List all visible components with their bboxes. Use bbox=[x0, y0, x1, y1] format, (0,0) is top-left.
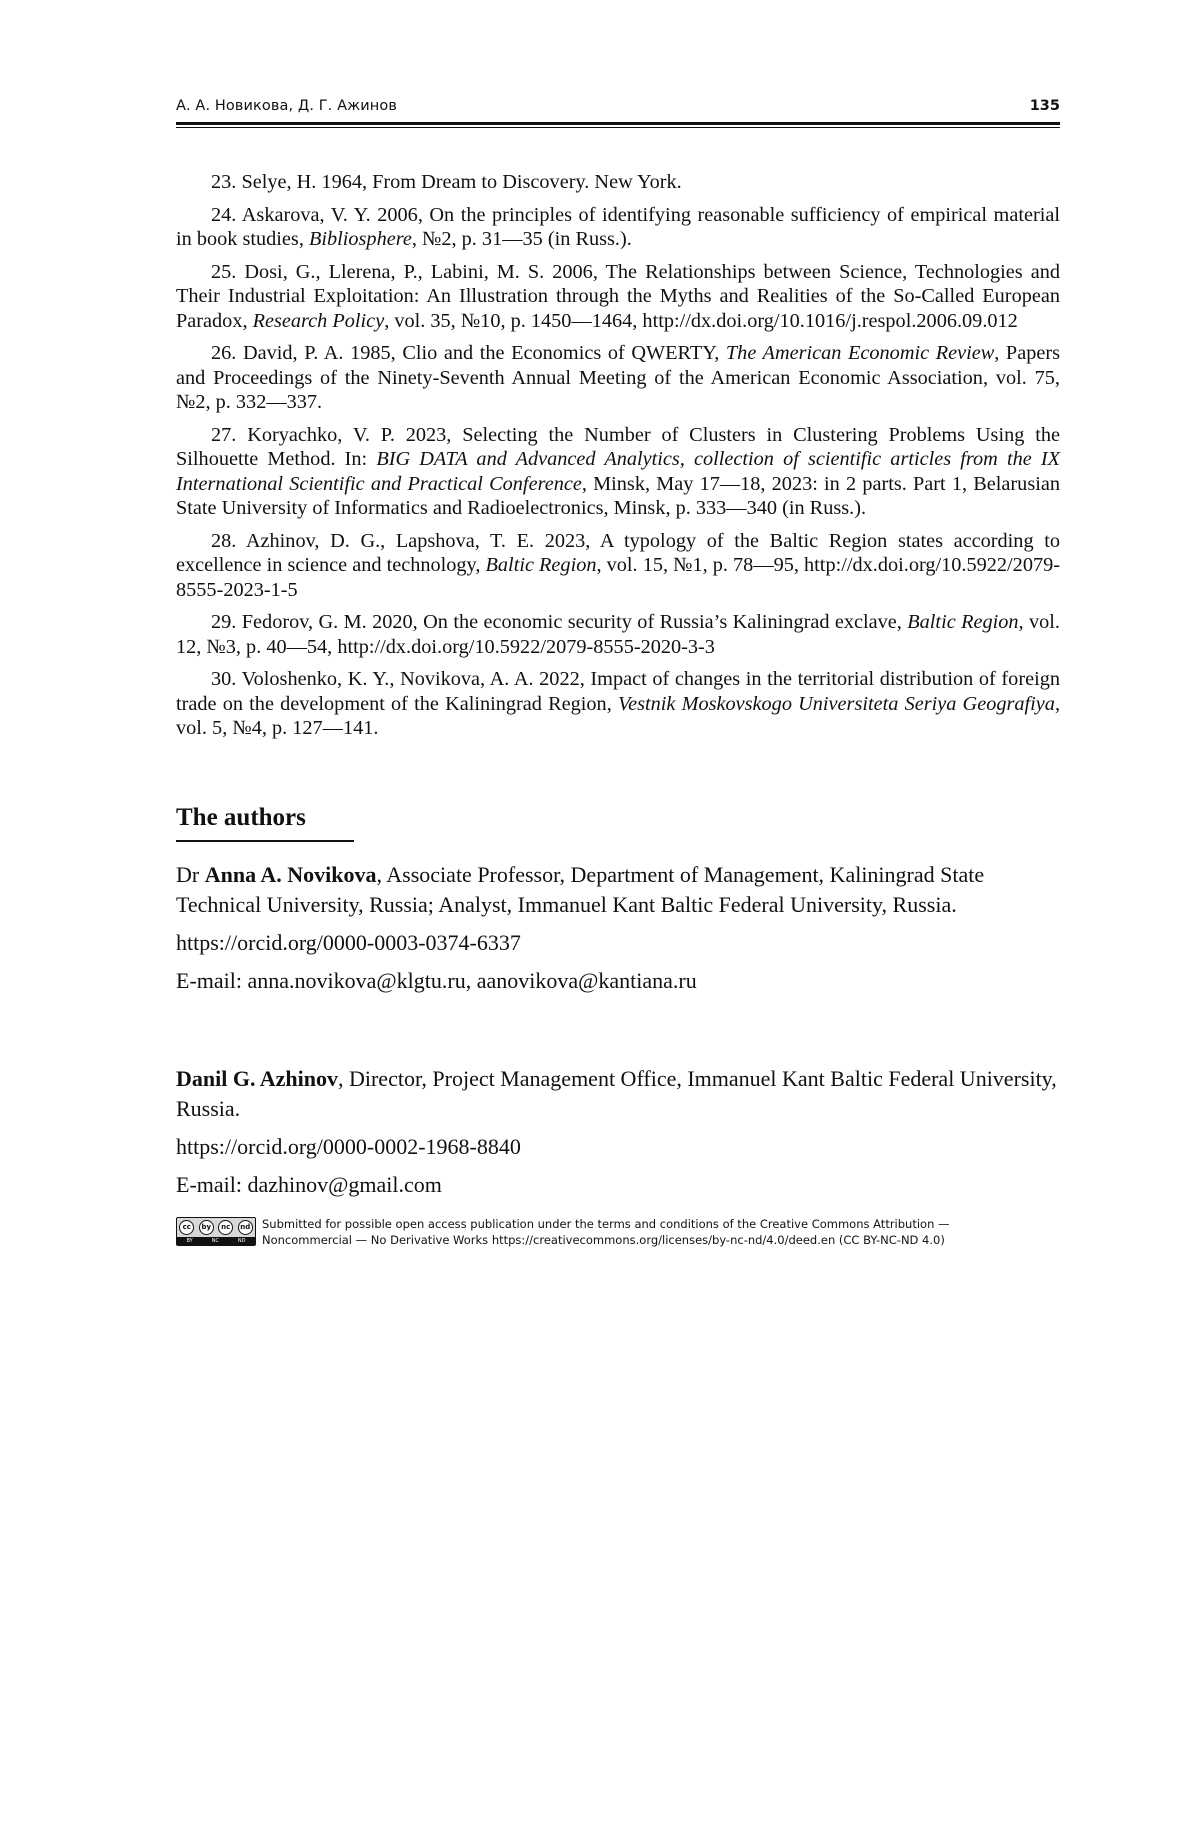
reference-text: Voloshenko, K. Y., Novikova, A. A. 2022, Impact of changes in the territorial distribution of foreign trade on the development of the Kaliningrad Region, bbox=[176, 668, 1060, 715]
reference-text: Dosi, G., Llerena, P., Labini, M. S. 2006, The Relationships between Science, Technologies and Their Industrial Exploitation: An Illustration through the Myths and Realities of the So-Called European Paradox, bbox=[176, 261, 1060, 332]
reference-text: Fedorov, G. M. 2020, On the economic security of Russia’s Kaliningrad exclave, bbox=[242, 611, 908, 633]
cc-label-nd: ND bbox=[238, 1237, 246, 1245]
reference-number: 25. bbox=[211, 261, 236, 283]
reference-text: Askarova, V. Y. 2006, On the principles of identifying reasonable sufficiency of empirical material in book studies, bbox=[176, 204, 1060, 251]
running-header bbox=[176, 98, 1060, 122]
author-description bbox=[176, 860, 1060, 920]
reference-number: 30. bbox=[211, 668, 236, 690]
reference-number: 24. bbox=[211, 204, 236, 226]
page bbox=[0, 0, 1200, 1835]
reference-item bbox=[176, 610, 1060, 659]
reference-number: 26. bbox=[211, 342, 236, 364]
reference-tail: , vol. 15, №1, p. 78—95, http://dx.doi.org/10.5922/2079-8555-2023-1-5 bbox=[176, 554, 1060, 601]
reference-tail: , №2, p. 31—35 (in Russ.). bbox=[412, 228, 632, 250]
reference-tail: , vol. 5, №4, p. 127—141. bbox=[176, 693, 1060, 740]
reference-tail: , vol. 35, №10, p. 1450—1464, http://dx.doi.org/10.1016/j.respol.2006.09.012 bbox=[384, 310, 1018, 332]
reference-text: Selye, H. 1964, From Dream to Discovery. New York. bbox=[241, 171, 681, 193]
reference-item bbox=[176, 529, 1060, 603]
reference-item bbox=[176, 423, 1060, 521]
author-affiliation: , Associate Professor, Department of Management, Kaliningrad State Technical University, Russia; Analyst, Immanuel Kant Baltic Federal University, Russia. bbox=[176, 862, 984, 917]
author-description bbox=[176, 1064, 1060, 1124]
authors-heading: The authors bbox=[176, 804, 306, 832]
header-rule-thin bbox=[176, 127, 1060, 128]
license-text bbox=[262, 1216, 1060, 1248]
reference-text: David, P. A. 1985, Clio and the Economics of QWERTY, bbox=[243, 342, 726, 364]
author-name: Anna A. Novikova bbox=[205, 862, 377, 887]
cc-badge-labels bbox=[177, 1237, 255, 1245]
author-block-azhinov bbox=[176, 1064, 1060, 1208]
reference-number: 29. bbox=[211, 611, 236, 633]
nd-icon: nd bbox=[238, 1220, 253, 1235]
author-orcid-link[interactable]: https://orcid.org/0000-0002-1968-8840 bbox=[176, 1132, 1060, 1162]
reference-italic: Research Policy bbox=[253, 310, 385, 332]
cc-label-nc: NC bbox=[212, 1237, 219, 1245]
reference-italic: Bibliosphere bbox=[309, 228, 412, 250]
reference-item bbox=[176, 170, 1060, 195]
license-line-1: Submitted for possible open access publication under the terms and conditions of the Creative Commons Attribution — bbox=[262, 1216, 1060, 1232]
reference-italic: Baltic Region bbox=[486, 554, 597, 576]
author-email[interactable]: E-mail: dazhinov@gmail.com bbox=[176, 1170, 1060, 1200]
header-rule-thick bbox=[176, 122, 1060, 125]
reference-number: 28. bbox=[211, 530, 236, 552]
reference-tail: , Minsk, May 17—18, 2023: in 2 parts. Part 1, Belarusian State University of Informatics and Radioelectronics, Minsk, p. 333—340 (in Russ.). bbox=[176, 473, 1060, 520]
author-affiliation: , Director, Project Management Office, Immanuel Kant Baltic Federal University, Russia. bbox=[176, 1066, 1057, 1121]
cc-icon: cc bbox=[179, 1220, 194, 1235]
author-email[interactable]: E-mail: anna.novikova@klgtu.ru, aanovikova@kantiana.ru bbox=[176, 966, 1060, 996]
reference-item bbox=[176, 667, 1060, 741]
license-line-2[interactable]: Noncommercial — No Derivative Works https://creativecommons.org/licenses/by-nc-nd/4.0/deed.en (CC BY-NC-ND 4.0) bbox=[262, 1232, 1060, 1248]
cc-license-badge-icon[interactable] bbox=[176, 1217, 256, 1246]
reference-item bbox=[176, 341, 1060, 415]
reference-tail: , vol. 12, №3, p. 40—54, http://dx.doi.org/10.5922/2079-8555-2020-3-3 bbox=[176, 611, 1060, 658]
reference-italic: Baltic Region bbox=[907, 611, 1018, 633]
reference-item bbox=[176, 203, 1060, 252]
license-notice bbox=[176, 1216, 1060, 1256]
cc-badge-symbols bbox=[177, 1218, 255, 1237]
author-orcid-link[interactable]: https://orcid.org/0000-0003-0374-6337 bbox=[176, 928, 1060, 958]
reference-italic: BIG DATA and Advanced Analytics, collection of scientific articles from the IX International Scientific and Practical Conference bbox=[176, 448, 1060, 495]
by-icon: by bbox=[199, 1220, 214, 1235]
author-title: Dr bbox=[176, 862, 205, 887]
authors-heading-underline bbox=[176, 840, 354, 842]
author-name: Danil G. Azhinov bbox=[176, 1066, 338, 1091]
reference-text: Azhinov, D. G., Lapshova, T. E. 2023, A typology of the Baltic Region states according to excellence in science and technology, bbox=[176, 530, 1060, 577]
header-authors: А. А. Новикова, Д. Г. Ажинов bbox=[176, 98, 397, 114]
reference-italic: Vestnik Moskovskogo Universiteta Seriya Geografiya bbox=[618, 693, 1055, 715]
reference-number: 27. bbox=[211, 424, 236, 446]
reference-number: 23. bbox=[211, 171, 236, 193]
reference-list bbox=[176, 170, 1060, 749]
author-block-novikova bbox=[176, 860, 1060, 1004]
reference-item bbox=[176, 260, 1060, 334]
nc-icon: nc bbox=[218, 1220, 233, 1235]
reference-italic: The American Economic Review bbox=[726, 342, 994, 364]
cc-label-by: BY bbox=[186, 1237, 192, 1245]
reference-tail: , Papers and Proceedings of the Ninety-Seventh Annual Meeting of the American Economic Association, vol. 75, №2, p. 332—337. bbox=[176, 342, 1060, 413]
page-number: 135 bbox=[1030, 98, 1060, 114]
reference-text: Koryachko, V. P. 2023, Selecting the Number of Clusters in Clustering Problems Using the Silhouette Method. In: bbox=[176, 424, 1060, 471]
